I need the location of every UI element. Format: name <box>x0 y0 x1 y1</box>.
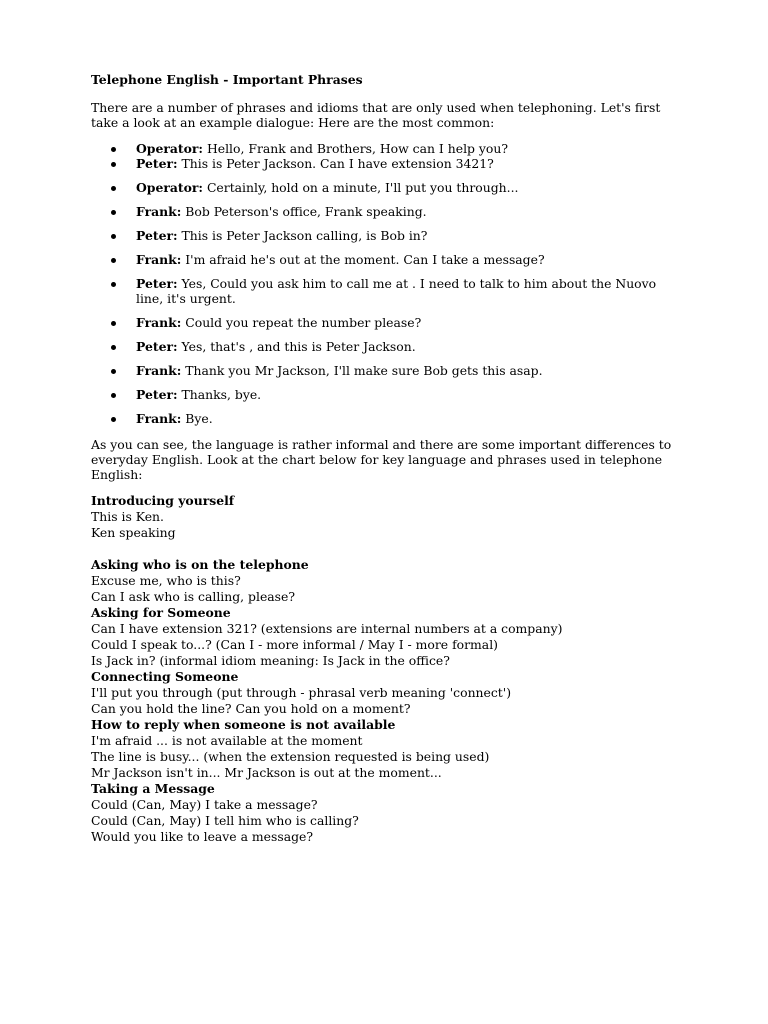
bullet-icon <box>111 282 116 287</box>
dialogue-line <box>91 411 681 426</box>
speaker-name: Frank: <box>136 315 182 330</box>
dialogue-text: Bob Peterson's office, Frank speaking. <box>185 204 427 219</box>
section-heading: How to reply when someone is not available <box>91 717 396 732</box>
document-title: Telephone English - Important Phrases <box>91 72 363 87</box>
speaker-name: Peter: <box>136 228 178 243</box>
dialogue-text: Certainly, hold on a minute, I'll put you through... <box>206 180 519 195</box>
bullet-icon <box>111 393 116 398</box>
speaker-name: Peter: <box>136 339 178 354</box>
phrase-line: I'll put you through (put through - phrasal verb meaning 'connect') <box>91 685 512 700</box>
dialogue-line <box>91 141 681 156</box>
section-heading: Asking for Someone <box>91 605 231 620</box>
dialogue-line <box>91 204 681 219</box>
bullet-icon <box>111 417 116 422</box>
phrase-line: Mr Jackson isn't in... Mr Jackson is out at the moment... <box>91 765 442 780</box>
dialogue-line <box>91 363 681 378</box>
section-asking-who <box>91 557 681 605</box>
bullet-icon <box>111 147 116 152</box>
section-heading: Introducing yourself <box>91 493 235 508</box>
dialogue-line <box>91 180 681 195</box>
section-not-available <box>91 717 681 781</box>
phrase-line: Can I ask who is calling, please? <box>91 589 296 604</box>
dialogue-text: Thank you Mr Jackson, I'll make sure Bob gets this asap. <box>185 363 543 378</box>
dialogue-line <box>91 387 681 402</box>
phrase-line: The line is busy... (when the extension requested is being used) <box>91 749 490 764</box>
speaker-name: Peter: <box>136 156 178 171</box>
speaker-name: Operator: <box>136 141 203 156</box>
bullet-icon <box>111 321 116 326</box>
bullet-icon <box>111 210 116 215</box>
document-content <box>91 72 681 845</box>
dialogue-line <box>91 276 681 306</box>
bullet-icon <box>111 369 116 374</box>
phrase-line: Could (Can, May) I take a message? <box>91 797 318 812</box>
bullet-icon <box>111 186 116 191</box>
dialogue-line <box>91 339 681 354</box>
speaker-name: Frank: <box>136 363 182 378</box>
phrase-line: Could I speak to...? (Can I - more informal / May I - more formal) <box>91 637 498 652</box>
dialogue-text: Bye. <box>185 411 213 426</box>
speaker-name: Frank: <box>136 411 182 426</box>
dialogue-list <box>91 141 681 426</box>
bullet-icon <box>111 258 116 263</box>
speaker-name: Peter: <box>136 276 178 291</box>
section-heading: Taking a Message <box>91 781 215 796</box>
phrase-line: I'm afraid ... is not available at the moment <box>91 733 363 748</box>
phrase-line: Can I have extension 321? (extensions are internal numbers at a company) <box>91 621 563 636</box>
phrase-line: Would you like to leave a message? <box>91 829 314 844</box>
section-introducing-yourself <box>91 493 681 541</box>
section-heading: Connecting Someone <box>91 669 239 684</box>
phrase-line: Can you hold the line? Can you hold on a moment? <box>91 701 411 716</box>
speaker-name: Frank: <box>136 204 182 219</box>
dialogue-text: Yes, that's , and this is Peter Jackson. <box>181 339 416 354</box>
bullet-icon <box>111 345 116 350</box>
dialogue-line <box>91 252 681 267</box>
section-connecting-someone <box>91 669 681 717</box>
dialogue-text: Yes, Could you ask him to call me at . I need to talk to him about the Nuovo line, it's urgent. <box>136 276 657 306</box>
speaker-name: Frank: <box>136 252 182 267</box>
speaker-name: Operator: <box>136 180 203 195</box>
outro-paragraph: As you can see, the language is rather informal and there are some important differences to everyday English. Look at the chart below for key language and phrases used in telephone English: <box>91 437 672 482</box>
dialogue-line <box>91 156 681 171</box>
phrase-line: Is Jack in? (informal idiom meaning: Is Jack in the office? <box>91 653 450 668</box>
phrase-line: Excuse me, who is this? <box>91 573 241 588</box>
dialogue-line <box>91 315 681 330</box>
phrase-line: Could (Can, May) I tell him who is calling? <box>91 813 359 828</box>
spacer <box>91 541 681 557</box>
speaker-name: Peter: <box>136 387 178 402</box>
phrase-line: This is Ken. <box>91 509 164 524</box>
phrase-line: Ken speaking <box>91 525 176 540</box>
dialogue-text: Could you repeat the number please? <box>185 315 422 330</box>
section-heading: Asking who is on the telephone <box>91 557 309 572</box>
dialogue-text: Thanks, bye. <box>181 387 262 402</box>
intro-paragraph: There are a number of phrases and idioms that are only used when telephoning. Let's first take a look at an example dialogue: Here are the most common: <box>91 100 661 130</box>
section-taking-message <box>91 781 681 845</box>
dialogue-text: This is Peter Jackson. Can I have extension 3421? <box>181 156 494 171</box>
bullet-icon <box>111 162 116 167</box>
bullet-icon <box>111 234 116 239</box>
dialogue-text: I'm afraid he's out at the moment. Can I take a message? <box>185 252 545 267</box>
dialogue-text: This is Peter Jackson calling, is Bob in? <box>181 228 428 243</box>
dialogue-line <box>91 228 681 243</box>
section-asking-for-someone <box>91 605 681 669</box>
dialogue-text: Hello, Frank and Brothers, How can I help you? <box>206 141 508 156</box>
